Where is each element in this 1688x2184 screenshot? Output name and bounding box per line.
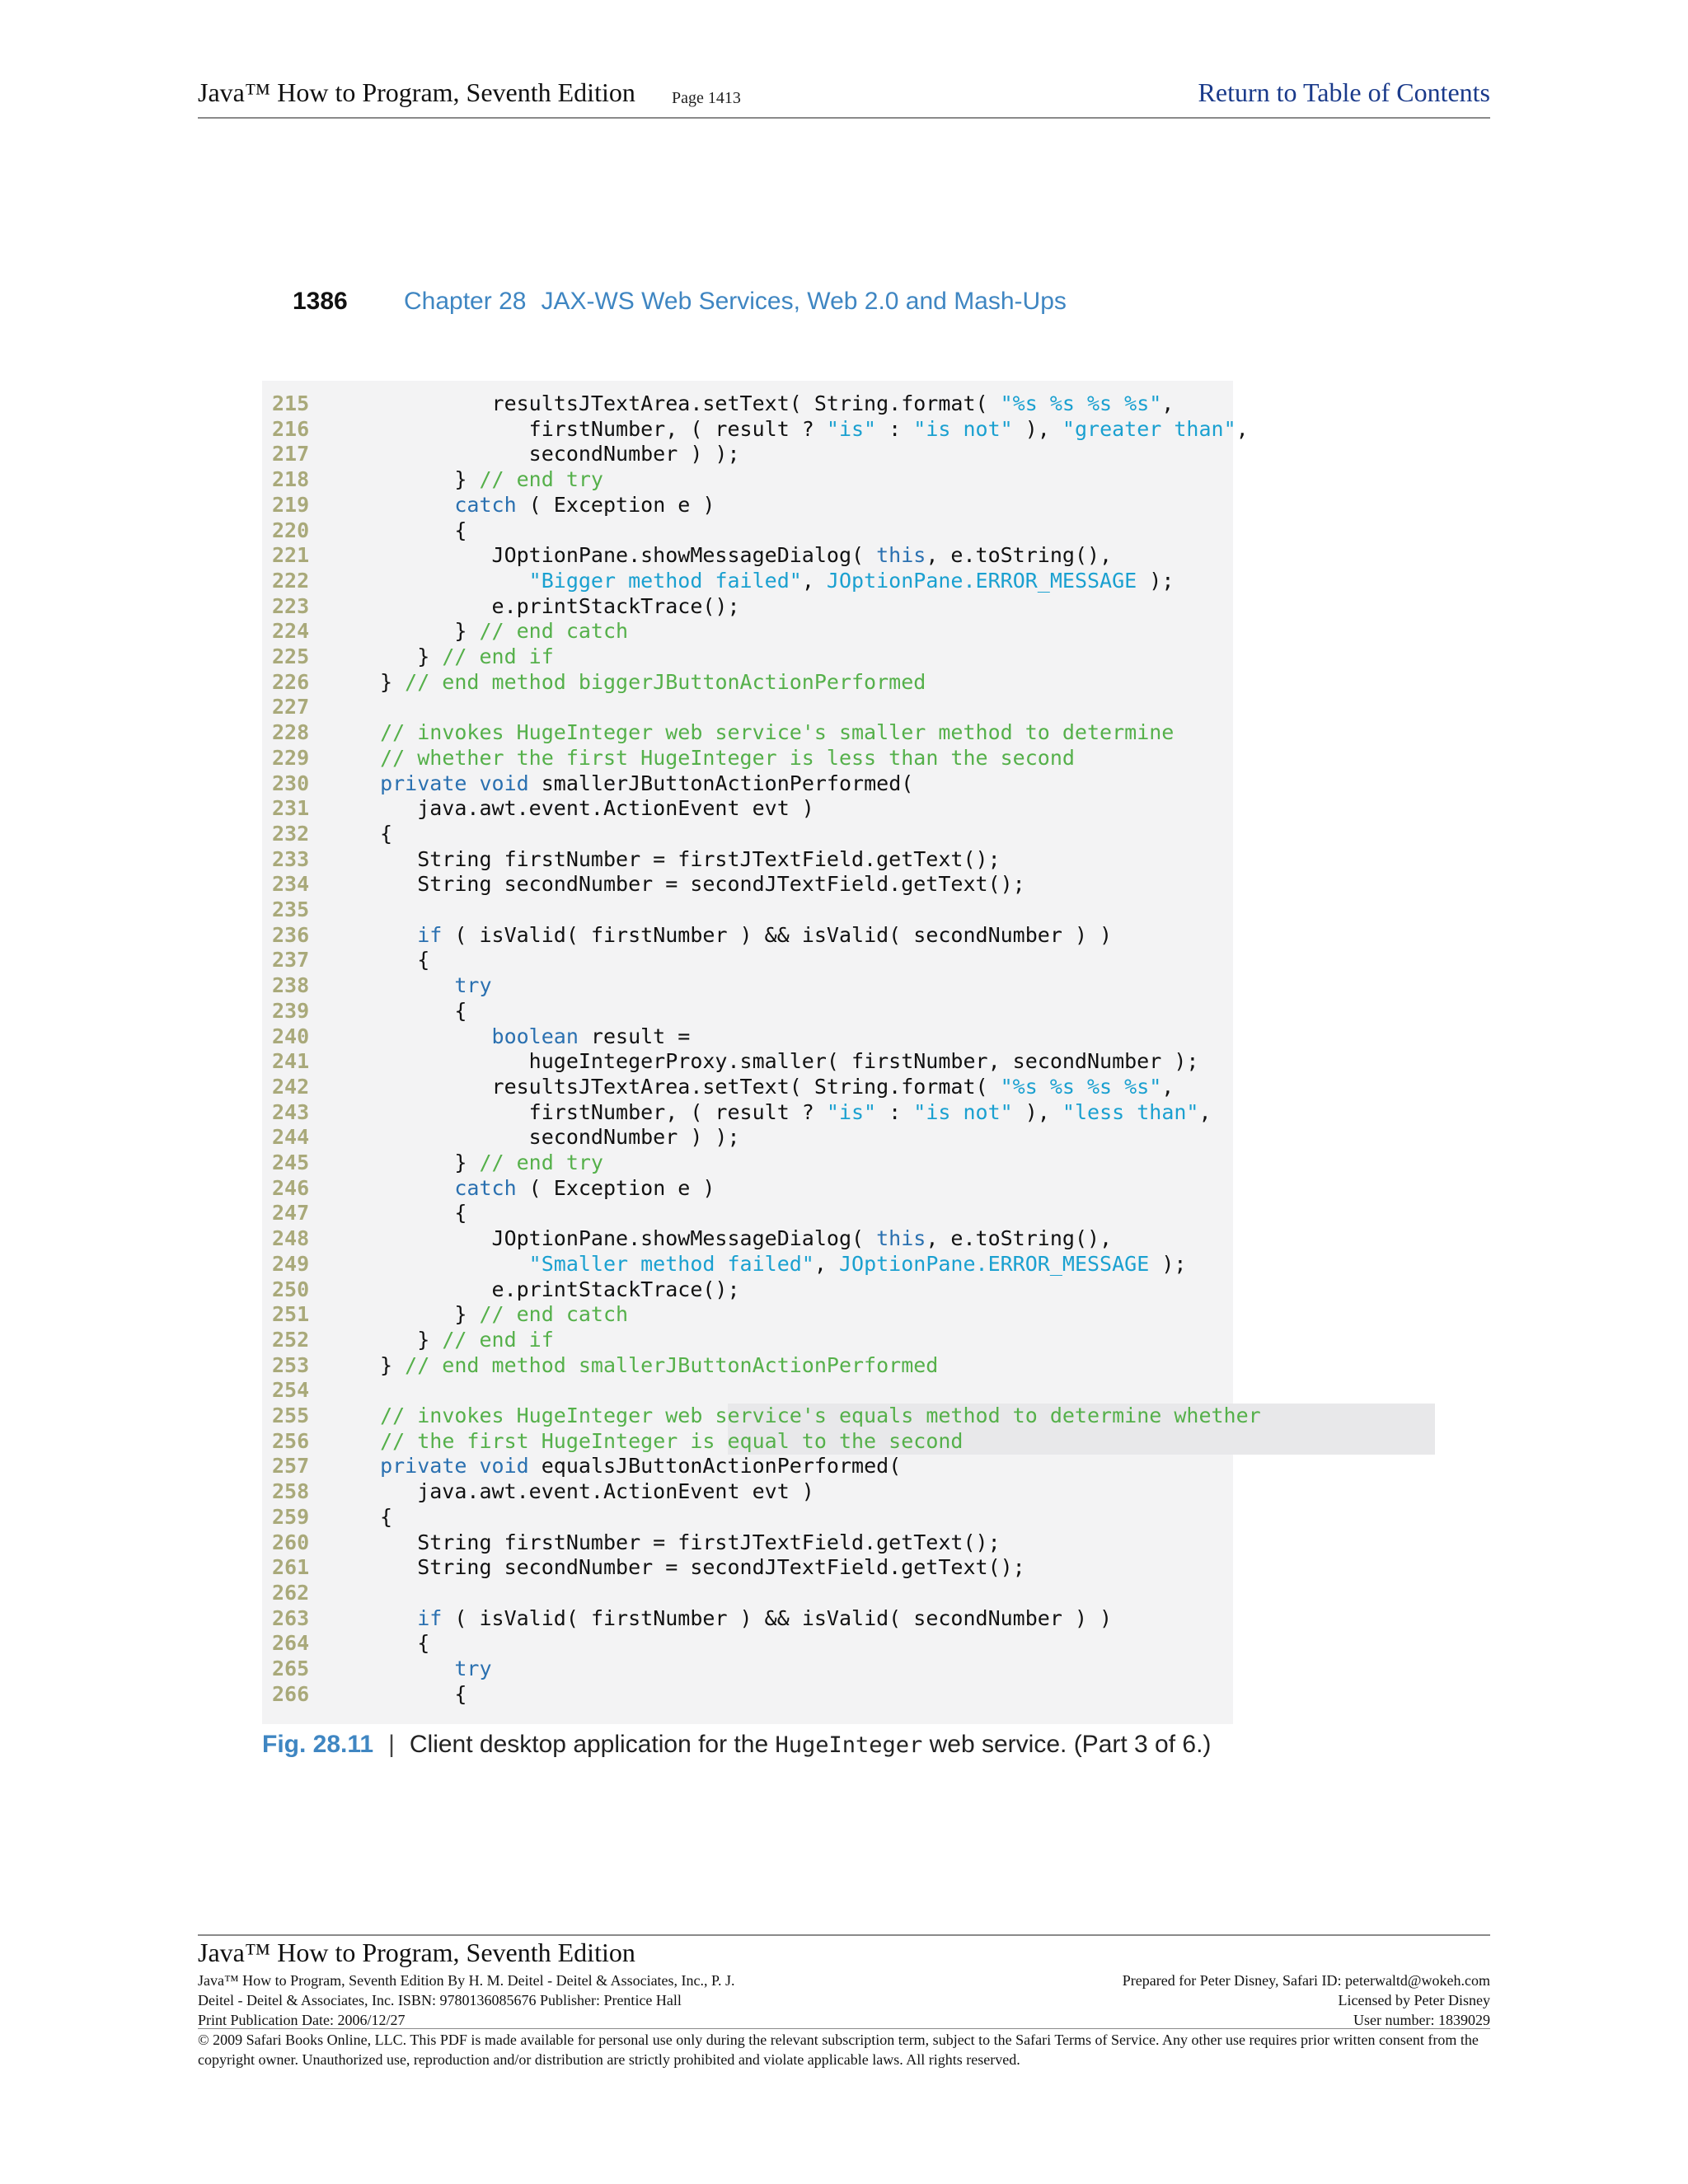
line-number: 253	[272, 1352, 310, 1377]
code-keyword: if	[417, 922, 443, 947]
code-token: ),	[1012, 1099, 1062, 1124]
code-keyword: this	[876, 543, 926, 568]
code-text	[368, 1226, 1112, 1252]
code-text	[368, 1606, 1112, 1632]
code-token: resultsJTextArea.setText( String.format(	[368, 391, 1001, 415]
line-number: 235	[272, 898, 310, 921]
code-token: firstNumber, ( result ?	[368, 416, 827, 441]
code-token: ,	[1236, 416, 1249, 441]
code-text	[368, 1429, 963, 1455]
code-text	[368, 1100, 1212, 1126]
footer-copyright: © 2009 Safari Books Online, LLC. This PDF is made available for personal use only during the relevant subscription term, subject to the Safari Terms of Service. Any other use requires prior written consent from the copyright owner. Unauthorized use, reproduction and/or distribution are strictly prohibited and violate applicable laws. All rights reserved.	[198, 2032, 1479, 2068]
code-token	[368, 493, 454, 517]
book-page-number: 1386	[293, 288, 348, 315]
code-text	[368, 1479, 814, 1505]
code-token	[368, 1252, 529, 1276]
code-token: String secondNumber = secondJTextField.getText();	[368, 1555, 1025, 1580]
code-comment: // invokes HugeInteger web service's smaller method to determine	[380, 720, 1175, 745]
footer-left-line: Print Publication Date: 2006/12/27	[198, 2012, 406, 2028]
code-keyword: boolean	[491, 1024, 579, 1048]
line-number: 254	[272, 1378, 310, 1403]
footer-right-line: User number: 1839029	[1353, 2012, 1490, 2028]
code-text	[368, 518, 467, 544]
code-text	[368, 1176, 715, 1202]
chapter-title: JAX-WS Web Services, Web 2.0 and Mash-Ups	[541, 288, 1067, 315]
code-comment: // end catch	[479, 619, 629, 644]
code-text	[368, 1125, 740, 1151]
code-token: resultsJTextArea.setText( String.format(	[368, 1074, 1001, 1099]
line-number: 232	[272, 821, 310, 846]
code-string: "is not"	[913, 416, 1013, 441]
code-token	[368, 720, 380, 744]
code-text	[368, 644, 554, 670]
code-token	[467, 1454, 479, 1478]
code-token: }	[368, 1327, 443, 1352]
code-token: JOptionPane.showMessageDialog(	[368, 1226, 877, 1251]
code-comment: // end catch	[479, 1302, 629, 1327]
code-text	[368, 1682, 467, 1708]
code-token: :	[876, 416, 914, 441]
code-keyword: this	[876, 1226, 926, 1251]
code-text	[368, 973, 492, 999]
line-number: 226	[272, 669, 310, 694]
code-comment: // invokes HugeInteger web service's equals method to determine whether	[380, 1404, 1261, 1427]
line-number: 251	[272, 1302, 310, 1327]
code-token: {	[368, 1201, 467, 1226]
line-number: 257	[272, 1454, 310, 1479]
code-string: "%s %s %s %s"	[1000, 1074, 1162, 1099]
code-text	[368, 670, 926, 696]
code-token: e.printStackTrace();	[368, 1277, 740, 1301]
code-comment: // the first HugeInteger is equal to the second	[380, 1428, 964, 1453]
footer-right-line: Prepared for Peter Disney, Safari ID: peterwaltd@wokeh.com	[1122, 1972, 1490, 1989]
footer-license-info	[1123, 1971, 1490, 2030]
code-text	[368, 1024, 690, 1050]
code-token: equalsJButtonActionPerformed(	[528, 1454, 902, 1479]
code-token: ,	[801, 568, 827, 593]
code-text	[368, 923, 1112, 949]
code-token	[368, 1454, 380, 1478]
line-number: 258	[272, 1479, 310, 1504]
footer-right-line: Licensed by Peter Disney	[1338, 1992, 1490, 2008]
code-token: ,	[814, 1251, 839, 1276]
line-number: 244	[272, 1125, 310, 1150]
code-comment: // whether the first HugeInteger is less than the second	[380, 745, 1075, 770]
code-text	[368, 1201, 467, 1226]
code-text	[368, 746, 1075, 771]
code-token: {	[368, 1631, 430, 1656]
line-number: 245	[272, 1151, 310, 1174]
line-number: 238	[272, 973, 310, 998]
line-number: 243	[272, 1099, 310, 1124]
code-token	[368, 1429, 380, 1453]
line-number: 252	[272, 1327, 310, 1352]
line-number: 236	[272, 922, 310, 947]
book-title: Java™ How to Program, Seventh Edition	[198, 77, 635, 107]
code-token: , e.toString(),	[926, 1226, 1113, 1251]
line-number: 218	[272, 467, 310, 492]
code-token: {	[368, 998, 467, 1023]
code-string: "greater than"	[1062, 416, 1236, 441]
code-token	[368, 923, 417, 947]
line-number: 234	[272, 872, 310, 897]
line-number: 259	[272, 1504, 310, 1529]
line-number: 263	[272, 1605, 310, 1630]
line-number: 237	[272, 948, 310, 972]
line-number: 231	[272, 796, 310, 821]
code-string: "is"	[826, 1099, 877, 1124]
code-token: hugeIntegerProxy.smaller( firstNumber, secondNumber );	[368, 1049, 1199, 1074]
line-number: 246	[272, 1175, 310, 1200]
code-text	[368, 872, 1025, 898]
line-number: 225	[272, 644, 310, 668]
code-token: {	[368, 1681, 467, 1706]
line-number: 250	[272, 1277, 310, 1301]
code-text	[368, 1151, 603, 1176]
footer-title: Java™ How to Program, Seventh Edition	[198, 1938, 635, 1967]
code-comment: // end method smallerJButtonActionPerformed	[405, 1352, 939, 1377]
line-number: 248	[272, 1226, 310, 1251]
code-token: {	[368, 948, 430, 972]
code-text	[368, 999, 467, 1024]
code-token: ( Exception e )	[516, 1175, 715, 1200]
line-number: 224	[272, 619, 310, 644]
code-text	[368, 771, 913, 797]
code-token	[467, 771, 479, 795]
code-text	[368, 467, 603, 493]
code-comment: // end method biggerJButtonActionPerformed	[405, 669, 926, 694]
code-text	[368, 1049, 1198, 1075]
code-token: }	[368, 467, 480, 492]
code-text	[368, 847, 1001, 873]
code-token: String firstNumber = firstJTextField.getText();	[368, 846, 1001, 871]
line-number: 215	[272, 391, 310, 415]
footer-left-line: Java™ How to Program, Seventh Edition By H. M. Deitel - Deitel & Associates, Inc., P. J.	[198, 1972, 735, 1989]
code-text	[368, 1505, 392, 1530]
code-token	[368, 1606, 417, 1630]
code-token: JOptionPane.ERROR_MESSAGE	[826, 568, 1137, 593]
caption-separator: |	[388, 1731, 395, 1758]
code-keyword: catch	[454, 492, 517, 517]
code-token	[368, 771, 380, 795]
code-text	[368, 619, 628, 644]
code-token: {	[368, 518, 467, 542]
figure-label: Fig. 28.11	[262, 1731, 374, 1758]
code-string: "%s %s %s %s"	[1000, 391, 1162, 415]
code-token: }	[368, 644, 443, 668]
line-number: 255	[272, 1404, 310, 1427]
line-number: 229	[272, 745, 310, 770]
return-to-toc-link[interactable]: Return to Table of Contents	[1198, 77, 1490, 107]
line-number: 262	[272, 1580, 310, 1605]
code-token: ,	[1161, 1074, 1175, 1099]
code-text	[368, 822, 392, 847]
code-token: String firstNumber = firstJTextField.getText();	[368, 1530, 1001, 1554]
code-token: ),	[1012, 416, 1062, 441]
line-number: 222	[272, 568, 310, 593]
code-text	[368, 1075, 1174, 1100]
code-string: "Smaller method failed"	[528, 1251, 814, 1276]
line-number: 247	[272, 1201, 310, 1226]
code-token	[368, 1404, 380, 1427]
code-token: }	[368, 1151, 480, 1174]
line-number: 230	[272, 771, 310, 795]
code-text	[368, 720, 1174, 746]
code-text	[368, 1555, 1025, 1581]
code-keyword: private	[380, 771, 467, 795]
code-text	[368, 1657, 492, 1682]
code-text	[368, 796, 814, 822]
code-keyword: void	[479, 771, 529, 795]
line-number: 241	[272, 1049, 310, 1074]
line-number: 265	[272, 1657, 310, 1680]
code-token: {	[368, 821, 393, 846]
code-string: "less than"	[1062, 1099, 1199, 1124]
code-text	[368, 391, 1174, 417]
code-text	[368, 1404, 1261, 1429]
line-number: 249	[272, 1251, 310, 1276]
code-token	[368, 569, 529, 593]
caption-text-after: web service. (Part 3 of 6.)	[922, 1731, 1212, 1758]
code-token	[368, 1176, 454, 1200]
line-number: 219	[272, 492, 310, 517]
line-number: 217	[272, 442, 310, 466]
code-token: }	[368, 669, 406, 694]
line-number: 216	[272, 416, 310, 441]
code-keyword: private	[380, 1454, 467, 1479]
code-token: ,	[1161, 391, 1175, 415]
line-number: 256	[272, 1428, 310, 1453]
line-number: 223	[272, 593, 310, 618]
code-token: }	[368, 619, 480, 644]
page-header	[198, 76, 1490, 119]
code-token: :	[876, 1099, 914, 1124]
code-token: result =	[578, 1024, 691, 1048]
code-string: "is"	[826, 416, 877, 441]
line-number: 228	[272, 720, 310, 745]
code-token: ( Exception e )	[516, 492, 715, 517]
line-number: 227	[272, 695, 310, 719]
code-token: }	[368, 1352, 406, 1377]
code-text	[368, 442, 740, 467]
page-footer	[198, 1934, 1490, 2068]
code-token: smallerJButtonActionPerformed(	[528, 771, 914, 795]
code-token	[368, 973, 454, 997]
code-text	[368, 1530, 1001, 1556]
code-text	[368, 493, 715, 518]
code-token: );	[1137, 568, 1175, 593]
code-token: String secondNumber = secondJTextField.getText();	[368, 872, 1025, 897]
code-token: );	[1149, 1251, 1187, 1276]
code-string: "is not"	[913, 1099, 1013, 1124]
code-text	[368, 1302, 628, 1328]
line-number: 264	[272, 1631, 310, 1656]
code-text	[368, 948, 429, 973]
code-token: ( isValid( firstNumber ) && isValid( secondNumber ) )	[442, 922, 1113, 947]
code-keyword: if	[417, 1605, 443, 1630]
code-token: ( isValid( firstNumber ) && isValid( secondNumber ) )	[442, 1605, 1113, 1630]
line-number: 221	[272, 543, 310, 568]
caption-code-word: HugeInteger	[775, 1732, 923, 1758]
code-token: secondNumber ) );	[368, 442, 740, 466]
code-text	[368, 543, 1112, 569]
code-token: java.awt.event.ActionEvent evt )	[368, 1479, 814, 1504]
code-token	[368, 1024, 492, 1048]
code-token	[368, 1657, 454, 1680]
code-text	[368, 594, 740, 620]
line-number: 233	[272, 846, 310, 871]
code-text	[368, 569, 1174, 594]
code-token: JOptionPane.showMessageDialog(	[368, 543, 877, 568]
figure-caption	[262, 1731, 1211, 1759]
line-number: 242	[272, 1074, 310, 1099]
code-keyword: try	[454, 973, 492, 998]
code-token: e.printStackTrace();	[368, 593, 740, 618]
footer-book-info	[198, 1971, 735, 2030]
line-number: 239	[272, 998, 310, 1023]
code-text	[368, 1252, 1186, 1277]
chapter-label: Chapter 28	[404, 288, 527, 315]
code-text	[368, 1277, 740, 1303]
code-string: "Bigger method failed"	[528, 568, 802, 593]
code-comment: // end if	[442, 644, 554, 668]
line-number: 240	[272, 1024, 310, 1048]
code-token: secondNumber ) );	[368, 1125, 740, 1150]
line-number: 220	[272, 518, 310, 542]
code-keyword: void	[479, 1454, 529, 1479]
code-token: }	[368, 1302, 480, 1327]
code-text	[368, 1454, 901, 1479]
code-comment: // end try	[479, 467, 603, 492]
page-label: Page 1413	[672, 89, 741, 107]
code-token: , e.toString(),	[926, 543, 1113, 568]
code-comment: // end if	[442, 1327, 554, 1352]
code-comment: // end try	[479, 1151, 603, 1174]
code-keyword: catch	[454, 1175, 517, 1200]
code-token: firstNumber, ( result ?	[368, 1099, 827, 1124]
line-number: 261	[272, 1555, 310, 1580]
code-keyword: try	[454, 1657, 492, 1680]
code-token: {	[368, 1504, 393, 1529]
code-text	[368, 1631, 429, 1657]
code-token: ,	[1198, 1099, 1212, 1124]
line-number: 260	[272, 1530, 310, 1554]
code-token: java.awt.event.ActionEvent evt )	[368, 796, 814, 821]
footer-left-line: Deitel - Deitel & Associates, Inc. ISBN: 9780136085676 Publisher: Prentice Hall	[198, 1992, 682, 2008]
footer-divider	[198, 2028, 1490, 2029]
chapter-running-head	[293, 288, 1067, 316]
code-text	[368, 417, 1249, 443]
caption-text-before: Client desktop application for the	[409, 1731, 776, 1758]
code-listing	[262, 381, 1261, 1724]
line-number: 266	[272, 1681, 310, 1706]
code-text	[368, 1328, 554, 1353]
code-text	[368, 1353, 938, 1379]
code-token: JOptionPane.ERROR_MESSAGE	[838, 1251, 1150, 1276]
code-token	[368, 746, 380, 770]
